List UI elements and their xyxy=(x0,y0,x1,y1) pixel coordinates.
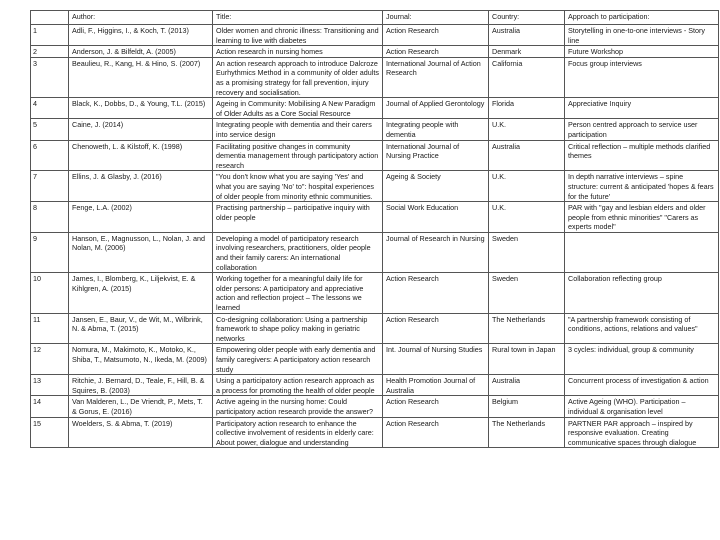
row-title: Using a participatory action research approach as a process for promoting the health of older people xyxy=(213,375,383,396)
row-country: Sweden xyxy=(489,273,565,313)
row-author: Chenoweth, L. & Kilstoff, K. (1998) xyxy=(69,140,213,171)
literature-table xyxy=(30,10,719,448)
row-author: Nomura, M., Makimoto, K., Motoko, K., Shiba, T., Matsumoto, N., Ikeda, M. (2009) xyxy=(69,344,213,375)
row-author: Ritchie, J. Bernard, D., Teale, F., Hill, B. & Squires, B. (2003) xyxy=(69,375,213,396)
row-country: U.K. xyxy=(489,202,565,233)
row-journal: Action Research xyxy=(383,396,489,417)
row-author: Black, K., Dobbs, D., & Young, T.L. (2015) xyxy=(69,98,213,119)
row-journal: International Journal of Nursing Practice xyxy=(383,140,489,171)
row-journal: Action Research xyxy=(383,417,489,448)
row-country: California xyxy=(489,57,565,97)
row-number: 15 xyxy=(31,417,69,448)
header-number xyxy=(31,11,69,25)
row-country: The Netherlands xyxy=(489,313,565,344)
header-row xyxy=(31,11,719,25)
table-row xyxy=(31,375,719,396)
header-journal: Journal: xyxy=(383,11,489,25)
row-author: Adli, F., Higgins, I., & Koch, T. (2013) xyxy=(69,25,213,46)
row-title: Older women and chronic illness: Transitioning and learning to live with diabetes xyxy=(213,25,383,46)
row-title: Action research in nursing homes xyxy=(213,46,383,58)
row-title: Practising partnership – participative inquiry with older people xyxy=(213,202,383,233)
row-number: 10 xyxy=(31,273,69,313)
table-row xyxy=(31,313,719,344)
row-journal: Int. Journal of Nursing Studies xyxy=(383,344,489,375)
row-journal: Action Research xyxy=(383,313,489,344)
table-row xyxy=(31,232,719,272)
row-approach: 3 cycles: individual, group & community xyxy=(565,344,719,375)
row-approach: Person centred approach to service user participation xyxy=(565,119,719,140)
row-title: Working together for a meaningful daily life for older persons: A participatory and appreciative action and reflection project – The lessons we learned xyxy=(213,273,383,313)
table-row xyxy=(31,57,719,97)
row-journal: Journal of Applied Gerontology xyxy=(383,98,489,119)
row-author: Fenge, L.A. (2002) xyxy=(69,202,213,233)
row-title: Empowering older people with early dementia and family caregivers: A participatory action research study xyxy=(213,344,383,375)
row-country: Australia xyxy=(489,140,565,171)
row-title: Active ageing in the nursing home: Could participatory action research provide the answer? xyxy=(213,396,383,417)
row-journal: International Journal of Action Research xyxy=(383,57,489,97)
row-country: U.K. xyxy=(489,119,565,140)
row-country: Australia xyxy=(489,25,565,46)
row-title: Participatory action research to enhance the collective involvement of residents in elderly care: About power, dialogue and understanding xyxy=(213,417,383,448)
row-author: James, I., Blomberg, K., Liljekvist, E. & Kihlgren, A. (2015) xyxy=(69,273,213,313)
row-journal: Action Research xyxy=(383,273,489,313)
row-approach: Appreciative Inquiry xyxy=(565,98,719,119)
row-country: Sweden xyxy=(489,232,565,272)
row-approach: Active Ageing (WHO). Participation – individual & organisation level xyxy=(565,396,719,417)
row-author: Ellins, J. & Glasby, J. (2016) xyxy=(69,171,213,202)
header-approach: Approach to participation: xyxy=(565,11,719,25)
row-title: Facilitating positive changes in community dementia management through participatory action research xyxy=(213,140,383,171)
row-approach: Focus group interviews xyxy=(565,57,719,97)
row-country: Belgium xyxy=(489,396,565,417)
header-title: Title: xyxy=(213,11,383,25)
table-row xyxy=(31,273,719,313)
table-row xyxy=(31,119,719,140)
row-approach: PARTNER PAR approach – inspired by responsive evaluation. Creating communicative spaces through dialogue xyxy=(565,417,719,448)
row-title: "You don't know what you are saying 'Yes' and what you are saying 'No' to": hospital experiences of older people from minority ethnic communities. xyxy=(213,171,383,202)
table-row xyxy=(31,98,719,119)
row-number: 8 xyxy=(31,202,69,233)
table-row xyxy=(31,46,719,58)
row-journal: Action Research xyxy=(383,25,489,46)
header-author: Author: xyxy=(69,11,213,25)
row-journal: Ageing & Society xyxy=(383,171,489,202)
table-row xyxy=(31,140,719,171)
row-approach: Future Workshop xyxy=(565,46,719,58)
row-author: Anderson, J. & Bilfeldt, A. (2005) xyxy=(69,46,213,58)
row-author: Van Malderen, L., De Vriendt, P., Mets, T. & Gorus, E. (2016) xyxy=(69,396,213,417)
row-author: Beaulieu, R., Kang, H. & Hino, S. (2007) xyxy=(69,57,213,97)
row-title: Co-designing collaboration: Using a partnership framework to shape policy making in geriatric networks xyxy=(213,313,383,344)
row-country: Rural town in Japan xyxy=(489,344,565,375)
row-approach: PAR with "gay and lesbian elders and older people from ethnic minorities" "Carers as experts model" xyxy=(565,202,719,233)
row-approach xyxy=(565,232,719,272)
row-approach: Collaboration reflecting group xyxy=(565,273,719,313)
row-approach: "A partnership framework consisting of conditions, actions, relations and values" xyxy=(565,313,719,344)
row-number: 6 xyxy=(31,140,69,171)
row-journal: Health Promotion Journal of Australia xyxy=(383,375,489,396)
row-country: U.K. xyxy=(489,171,565,202)
row-journal: Social Work Education xyxy=(383,202,489,233)
table-row xyxy=(31,344,719,375)
row-number: 13 xyxy=(31,375,69,396)
table-row xyxy=(31,202,719,233)
row-country: Denmark xyxy=(489,46,565,58)
row-number: 11 xyxy=(31,313,69,344)
row-number: 2 xyxy=(31,46,69,58)
row-approach: Storytelling in one-to-one interviews - Story line xyxy=(565,25,719,46)
header-country: Country: xyxy=(489,11,565,25)
row-number: 14 xyxy=(31,396,69,417)
table-row xyxy=(31,417,719,448)
row-title: An action research approach to introduce Dalcroze Eurhythmics Method in a community of older adults as a promising strategy for fall prevention, injury recovery and socialisation. xyxy=(213,57,383,97)
row-number: 3 xyxy=(31,57,69,97)
row-country: The Netherlands xyxy=(489,417,565,448)
row-author: Hanson, E., Magnusson, L., Nolan, J. and Nolan, M. (2006) xyxy=(69,232,213,272)
row-approach: Concurrent process of investigation & action xyxy=(565,375,719,396)
row-title: Integrating people with dementia and their carers into service design xyxy=(213,119,383,140)
row-title: Ageing in Community: Mobilising A New Paradigm of Older Adults as a Core Social Resource xyxy=(213,98,383,119)
row-number: 12 xyxy=(31,344,69,375)
table-row xyxy=(31,171,719,202)
row-author: Woelders, S. & Abma, T. (2019) xyxy=(69,417,213,448)
row-approach: Critical reflection – multiple methods clarified themes xyxy=(565,140,719,171)
row-number: 1 xyxy=(31,25,69,46)
row-journal: Journal of Research in Nursing xyxy=(383,232,489,272)
row-number: 7 xyxy=(31,171,69,202)
row-country: Florida xyxy=(489,98,565,119)
row-author: Jansen, E., Baur, V., de Wit, M., Wilbrink, N. & Abma, T. (2015) xyxy=(69,313,213,344)
row-approach: In depth narrative interviews – spine structure: current & anticipated 'hopes & fears for the future' xyxy=(565,171,719,202)
row-author: Caine, J. (2014) xyxy=(69,119,213,140)
row-number: 9 xyxy=(31,232,69,272)
table-row xyxy=(31,396,719,417)
row-country: Australia xyxy=(489,375,565,396)
row-journal: Action Research xyxy=(383,46,489,58)
row-title: Developing a model of participatory research involving researchers, practitioners, older people and their family carers: An international collaboration xyxy=(213,232,383,272)
table-row xyxy=(31,25,719,46)
row-number: 4 xyxy=(31,98,69,119)
row-journal: Integrating people with dementia xyxy=(383,119,489,140)
row-number: 5 xyxy=(31,119,69,140)
